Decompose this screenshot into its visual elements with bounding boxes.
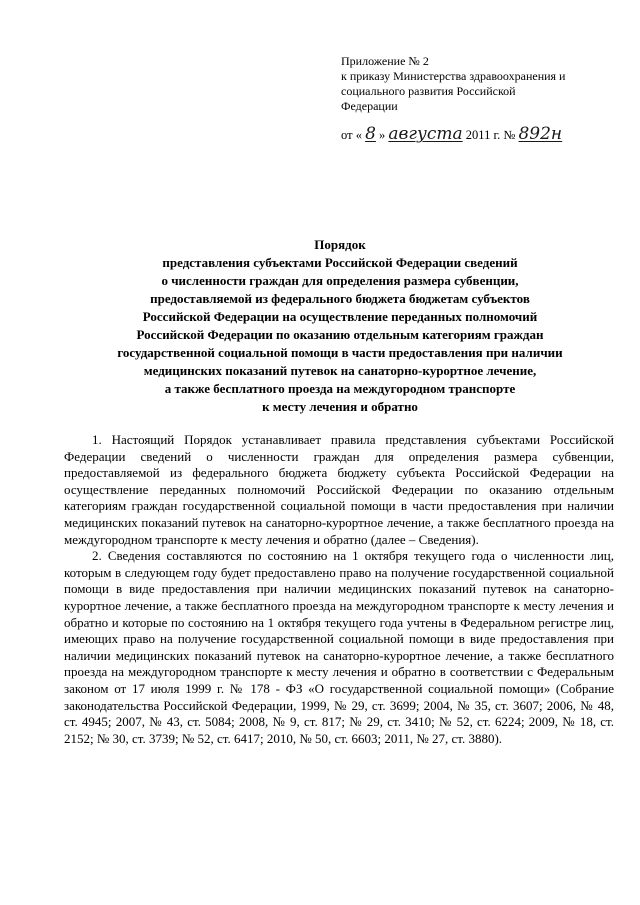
appendix-line: к приказу Министерства здравоохранения и [341, 69, 566, 83]
title-line: предоставляемой из федерального бюджета бюджетам субъектов [150, 291, 530, 306]
title-line: а также бесплатного проезда на междугородном транспорте [164, 381, 516, 396]
title-line: к месту лечения и обратно [262, 399, 418, 414]
title-line: Российской Федерации на осуществление переданных полномочий [142, 309, 538, 324]
title-line: Российской Федерации по оказанию отдельным категориям граждан [136, 327, 544, 342]
paragraph-1: 1. Настоящий Порядок устанавливает правила представления субъектами Российской Федерации сведений о численности граждан для определения размера субвенции, предоставляемой из федерального бюджета бюджету субъекта Российской Федерации на осуществление переданных полномочий Российской Федерации по оказанию отдельным категориям граждан государственной социальной помощи в части предоставления при наличии медицинских показаний путевок на санаторно-курортное лечение, а также бесплатного проезда на междугородном транспорте к месту лечения и обратно (далее – Сведения). [64, 432, 614, 547]
title-line: медицинских показаний путевок на санаторно-курортное лечение, [143, 363, 537, 378]
paragraph-2: 2. Сведения составляются по состоянию на 1 октября текущего года о численности лиц, которым в следующем году будет предоставлено право на получение государственной социальной помощи в виде предоставления при наличии медицинских показаний путевок на санаторно-курортное лечение, а также бесплатного проезда на междугородном транспорте к месту лечения и обратно и которые по состоянию на 1 октября текущего года учтены в Федеральном регистре лиц, имеющих право на получение государственной социальной помощи в виде предоставления при наличии медицинских показаний путевок на санаторно-курортное лечение, а также бесплатного проезда на междугородном транспорте к месту лечения и обратно в соответствии с Федеральным законом от 17 июля 1999 г. № 178 - ФЗ «О государственной социальной помощи» (Собрание законодательства Российской Федерации, 1999, № 29, ст. 3699; 2004, № 35, ст. 3607; 2006, № 48, ст. 4945; 2007, № 43, ст. 5084; 2008, № 9, ст. 817; № 29, ст. 3410; № 52, ст. 6224; 2009, № 18, ст. 2152; № 30, ст. 3739; № 52, ст. 6417; 2010, № 50, ст. 6603; 2011, № 27, ст. 3880). [64, 548, 614, 746]
title-line: Порядок [314, 237, 366, 252]
document-body [64, 432, 614, 747]
order-date-line [341, 124, 562, 144]
date-prefix: от [341, 128, 353, 142]
date-year: 2011 г. [465, 128, 501, 142]
appendix-line: Федерации [341, 99, 398, 113]
document-title [60, 236, 620, 416]
date-day-handwritten: 8 [365, 124, 376, 144]
appendix-header [341, 54, 601, 114]
order-number-handwritten: 892н [518, 124, 563, 144]
date-number-sign: № [503, 128, 516, 142]
appendix-line: социального развития Российской [341, 84, 516, 98]
date-close-quote: » [379, 128, 386, 142]
date-month-handwritten: августа [388, 124, 463, 144]
title-line: государственной социальной помощи в части предоставления при наличии [117, 345, 563, 360]
title-line: о численности граждан для определения размера субвенции, [161, 273, 519, 288]
appendix-line: Приложение № 2 [341, 54, 429, 68]
date-open-quote: « [355, 128, 362, 142]
title-line: представления субъектами Российской Федерации сведений [162, 255, 518, 270]
